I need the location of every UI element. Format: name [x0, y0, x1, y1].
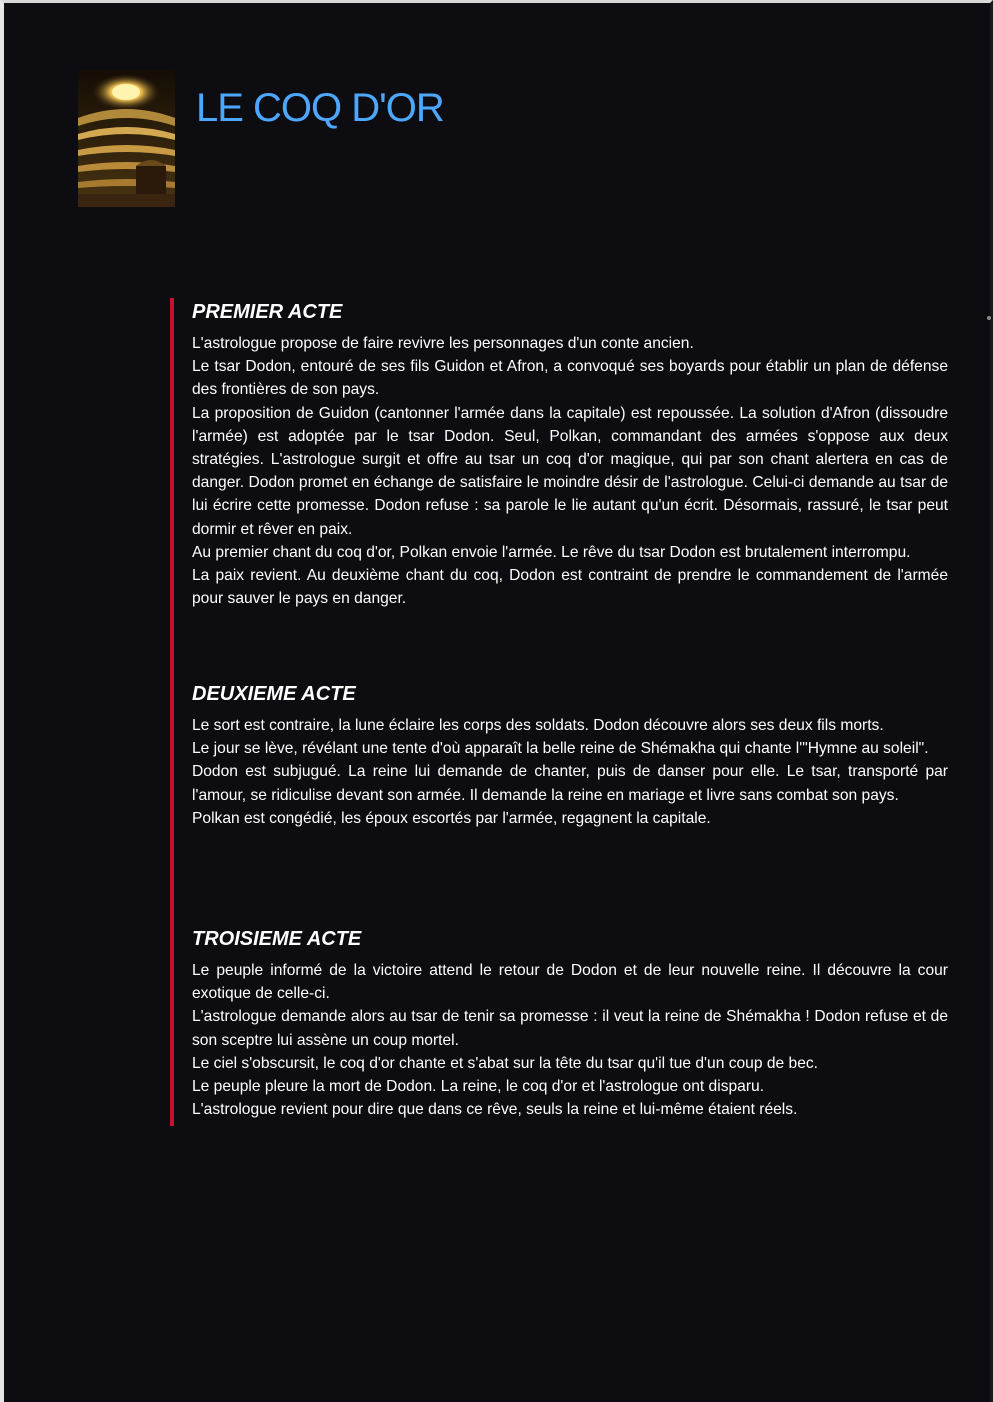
paragraph: L'astrologue propose de faire revivre les personnages d'un conte ancien. [192, 335, 694, 352]
act-body [192, 714, 948, 830]
paragraph: Le peuple pleure la mort de Dodon. La reine, le coq d'or et l'astrologue ont disparu. [192, 1078, 765, 1096]
paragraph: Le tsar Dodon, entouré de ses fils Guidon et Afron, a convoqué ses boyards pour établir un plan de défense des frontières de son pays. [192, 358, 948, 399]
paragraph: L'astrologue demande alors au tsar de tenir sa promesse : il veut la reine de Shémakha ! Dodon refuse et de son sceptre lui assène un coup mortel. [192, 1008, 948, 1049]
paragraph: Polkan est congédié, les époux escortés par l'armée, regagnent la capitale. [192, 809, 711, 827]
paragraph: La paix revient. Au deuxième chant du coq, Dodon est contraint de prendre le commandement de l'armée pour sauver le pays en danger. [192, 567, 948, 608]
scan-mark [987, 316, 991, 320]
paragraph: Le sort est contraire, la lune éclaire les corps des soldats. Dodon découvre alors ses deux fils morts. [192, 717, 884, 734]
theatre-interior-photo-icon [78, 70, 175, 207]
act-body [192, 959, 948, 1121]
page-title: LE COQ D'OR [196, 86, 444, 130]
paragraph: Le jour se lève, révélant une tente d'où apparaît la belle reine de Shémakha qui chante l'"Hymne au soleil". [192, 740, 929, 758]
act-title: TROISIEME ACTE [192, 928, 362, 950]
act-title: PREMIER ACTE [192, 301, 343, 323]
paragraph: Le peuple informé de la victoire attend le retour de Dodon et de leur nouvelle reine. Il découvre la cour exotique de celle-ci. [192, 962, 948, 1003]
synopsis-content [170, 298, 950, 1126]
act-section [192, 925, 948, 1121]
paragraph: Au premier chant du coq d'or, Polkan envoie l'armée. Le rêve du tsar Dodon est brutalement interrompu. [192, 543, 911, 561]
paragraph: Le ciel s'obscursit, le coq d'or chante et s'abat sur la tête du tsar qu'il tue d'un coup de bec. [192, 1054, 819, 1072]
paragraph: Dodon est subjugué. La reine lui demande de chanter, puis de danser pour elle. Le tsar, transporté par l'amour, se ridiculise devant son armée. Il demande la reine en mariage et livre sans combat son pays. [192, 763, 948, 804]
act-body [192, 332, 948, 610]
paragraph: La proposition de Guidon (cantonner l'armée dans la capitale) est repoussée. La solution d'Afron (dissoudre l'armée) est adoptée par le tsar Dodon. Seul, Polkan, commandant des armées s'oppose aux deux stratégies. L'astrologue surgit et offre au tsar un coq d'or magique, qui par son chant alertera en cas de danger. Dodon promet en échange de satisfaire le moindre désir de l'astrologue. Celui-ci demande au tsar de lui écrire cette promesse. Dodon refuse : sa parole le lie autant qu'un écrit. Désormais, rassuré, le tsar peut dormir et rêver en paix. [192, 404, 948, 538]
act-title: DEUXIEME ACTE [192, 683, 356, 705]
act-section [192, 680, 948, 830]
paragraph: L'astrologue revient pour dire que dans ce rêve, seuls la reine et lui-même étaient réels. [192, 1101, 798, 1119]
act-section [192, 298, 948, 610]
